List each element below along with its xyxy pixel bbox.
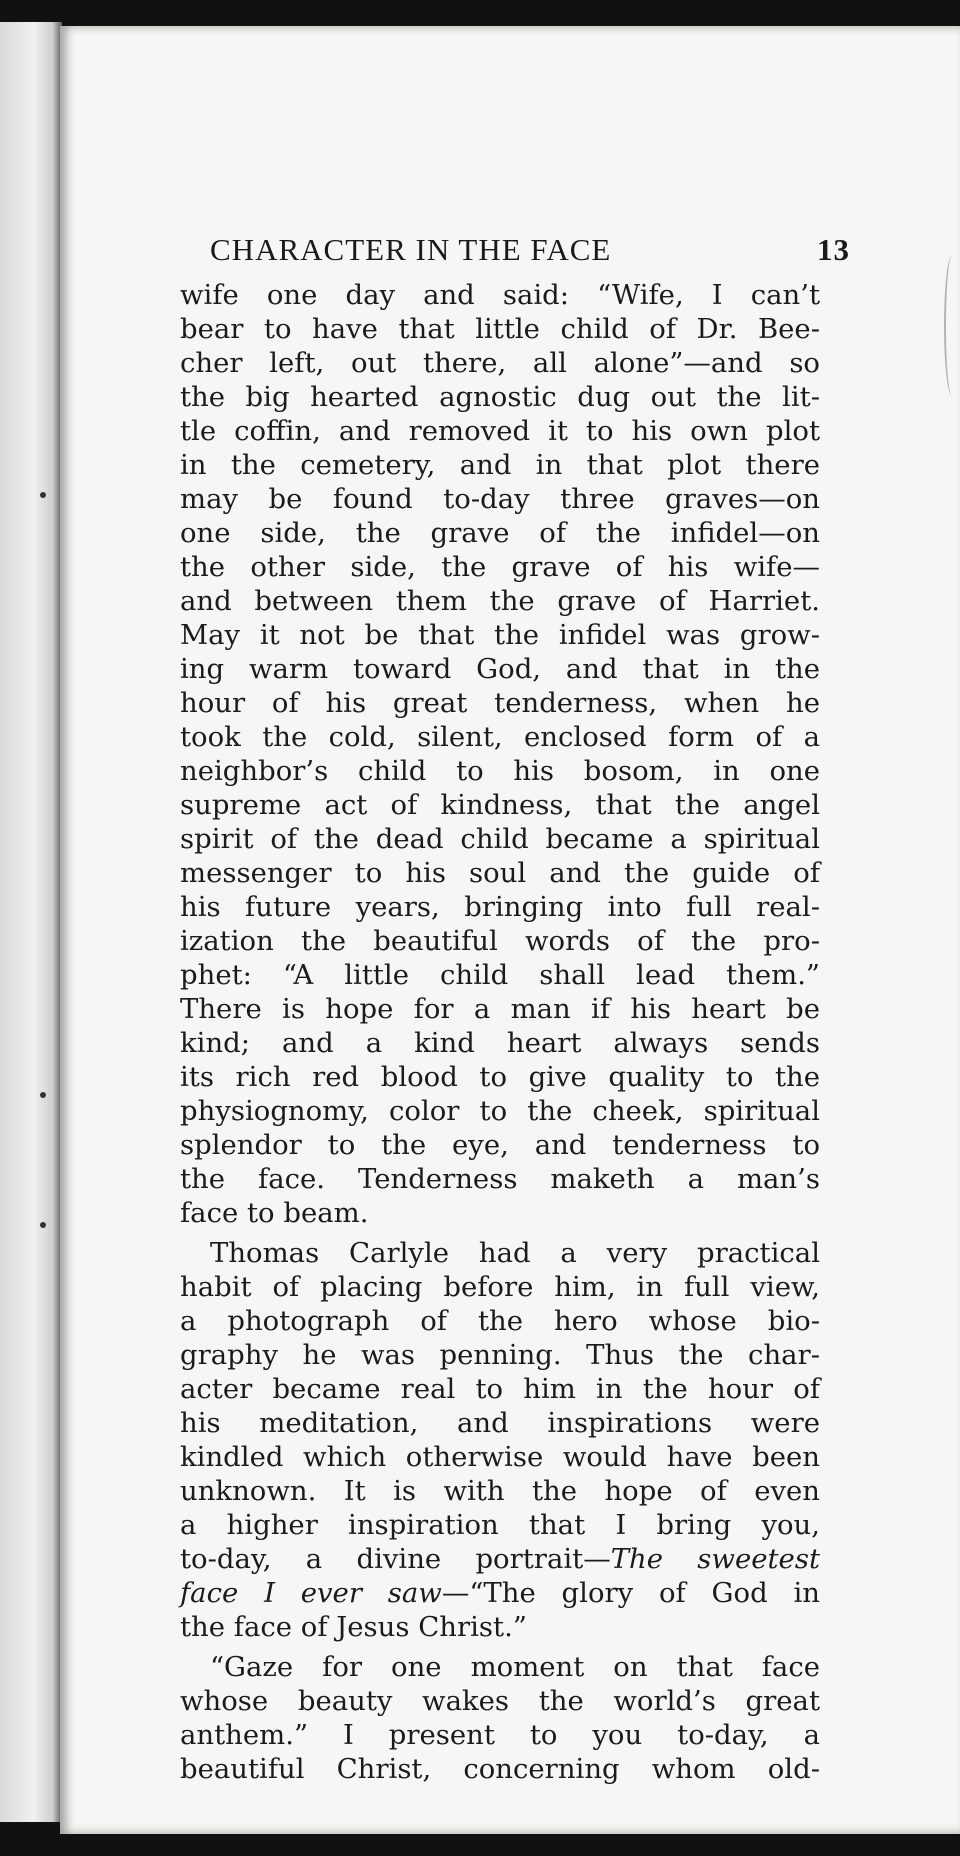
running-header (210, 232, 860, 268)
text-line: his meditation, and inspirations were (180, 1407, 820, 1439)
text-line: may be found to-day three graves—on (180, 483, 820, 515)
text-line: cher left, out there, all alone”—and so (180, 347, 820, 379)
text-line: ing warm toward God, and that in the (180, 653, 820, 685)
italic-phrase: The sweetest (610, 1543, 820, 1575)
text-line: bear to have that little child of Dr. Bee- (180, 313, 820, 345)
binding-mark (40, 1092, 46, 1098)
text-line: Thomas Carlyle had a very practical (210, 1237, 820, 1269)
book-page (60, 26, 960, 1834)
page-number: 13 (817, 232, 850, 267)
text-line: face to beam. (180, 1197, 369, 1229)
text-line: one side, the grave of the infidel—on (180, 517, 820, 549)
text-line: phet: “A little child shall lead them.” (180, 959, 820, 991)
text-line: kindled which otherwise would have been (180, 1441, 820, 1473)
text-line: graphy he was penning. Thus the char- (180, 1339, 820, 1371)
text-line: took the cold, silent, enclosed form of a (180, 721, 820, 753)
text-segment: to-day, a divine portrait— (180, 1543, 611, 1575)
text-line: anthem.” I present to you to-day, a (180, 1719, 820, 1751)
text-line: its rich red blood to give quality to the (180, 1061, 820, 1093)
text-line: spirit of the dead child became a spiritual (180, 823, 820, 855)
text-line: habit of placing before him, in full view, (180, 1271, 820, 1303)
paragraph-3 (180, 1650, 820, 1786)
text-line: neighbor’s child to his bosom, in one (180, 755, 820, 787)
text-line: tle coffin, and removed it to his own plot (180, 415, 820, 447)
text-line: There is hope for a man if his heart be (180, 993, 820, 1025)
text-line: messenger to his soul and the guide of (180, 857, 820, 889)
text-line: a photograph of the hero whose bio- (180, 1305, 820, 1337)
text-segment: “The glory of God in (469, 1577, 820, 1609)
italic-phrase: face I ever saw (180, 1577, 442, 1609)
text-line: “Gaze for one moment on that face (210, 1651, 820, 1683)
text-line: the big hearted agnostic dug out the lit- (180, 381, 820, 413)
text-line: acter became real to him in the hour of (180, 1373, 820, 1405)
text-line: splendor to the eye, and tenderness to (180, 1129, 820, 1161)
text-line: the face of Jesus Christ.” (180, 1611, 527, 1643)
text-line: supreme act of kindness, that the angel (180, 789, 820, 821)
text-line: the face. Tenderness maketh a man’s (180, 1163, 820, 1195)
text-line: ization the beautiful words of the pro- (180, 925, 820, 957)
binding-mark (40, 492, 46, 498)
text-line: in the cemetery, and in that plot there (180, 449, 820, 481)
paragraph-2 (180, 1236, 820, 1644)
paragraph-1 (180, 278, 820, 1230)
text-line: the other side, the grave of his wife— (180, 551, 820, 583)
text-line: May it not be that the infidel was grow- (180, 619, 820, 651)
text-line-mixed (180, 1542, 820, 1576)
text-line: beautiful Christ, concerning whom old- (180, 1753, 820, 1785)
text-segment: — (441, 1577, 470, 1609)
page-curl-edge (944, 256, 960, 396)
text-line: whose beauty wakes the world’s great (180, 1685, 820, 1717)
binding-mark (40, 1222, 46, 1228)
body-text (180, 278, 820, 1792)
text-line: and between them the grave of Harriet. (180, 585, 820, 617)
text-line-mixed (180, 1576, 820, 1610)
text-line: hour of his great tenderness, when he (180, 687, 820, 719)
running-title: CHARACTER IN THE FACE (210, 232, 612, 267)
text-line: kind; and a kind heart always sends (180, 1027, 820, 1059)
facing-page-edge (0, 22, 62, 1822)
text-line: wife one day and said: “Wife, I can’t (180, 279, 820, 311)
text-line: unknown. It is with the hope of even (180, 1475, 820, 1507)
text-line: a higher inspiration that I bring you, (180, 1509, 820, 1541)
text-line: his future years, bringing into full real- (180, 891, 820, 923)
text-line: physiognomy, color to the cheek, spiritual (180, 1095, 820, 1127)
